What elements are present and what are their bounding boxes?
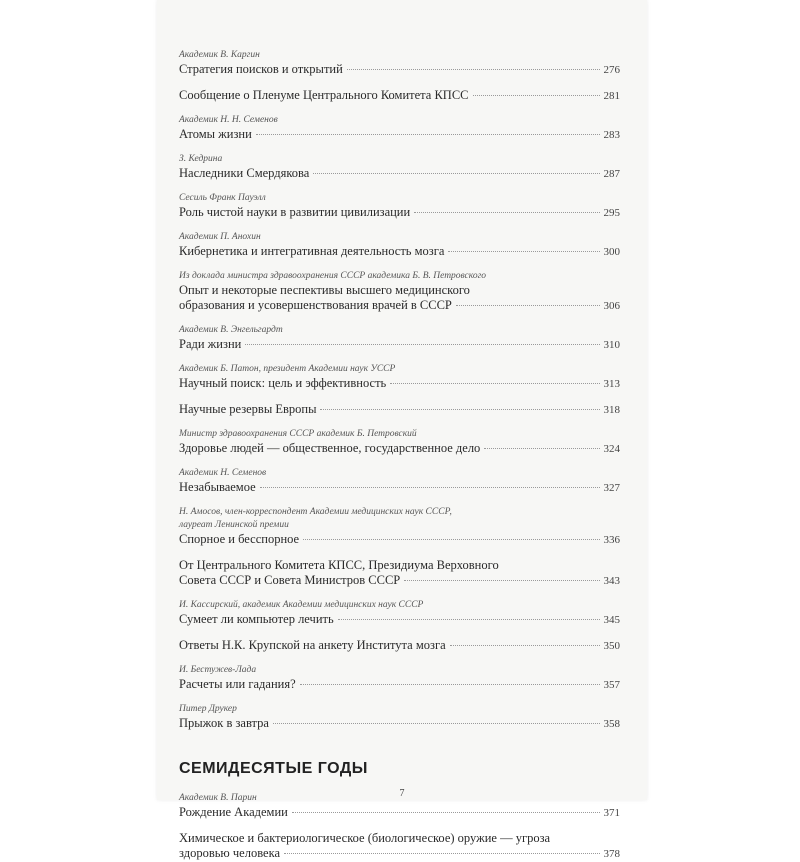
entry-page: 378 (603, 848, 620, 860)
entry-author: Сесиль Франк Пауэлл (179, 193, 266, 203)
entry-title: Наследники Смердякова (179, 166, 310, 180)
toc-entry (179, 49, 620, 78)
toc-entry (179, 270, 620, 314)
entry-title: Атомы жизни (179, 127, 252, 141)
toc-entry (179, 428, 620, 457)
entry-title: Спорное и бесспорное (179, 532, 300, 546)
toc-entry (179, 402, 620, 418)
entry-author: Академик В. Каргин (179, 50, 260, 60)
entry-author: Академик П. Анохин (179, 232, 261, 242)
toc-entry (179, 324, 620, 353)
toc-entry (179, 192, 620, 221)
entry-title: Ответы Н.К. Крупской на анкету Института мозга (179, 638, 446, 652)
entry-author: И. Бестужев-Лада (179, 665, 257, 675)
entry-author: Министр здравоохранения СССР академик Б. Петровский (179, 429, 417, 439)
entry-title: Расчеты или гадания? (179, 677, 296, 691)
entry-author: Питер Друкер (179, 704, 237, 714)
toc-entry (179, 153, 620, 182)
entry-title: Здоровье людей — общественное, государственное дело (179, 441, 481, 455)
entry-author: И. Кассирский, академик Академии медицинских наук СССР (179, 600, 424, 610)
entry-page: 358 (603, 718, 620, 730)
section-heading: СЕМИДЕСЯТЫЕ ГОДЫ (179, 760, 368, 777)
entry-title-line: образования и усовершенствования врачей в СССР (179, 298, 452, 312)
entry-author: Академик В. Парин (179, 793, 257, 803)
entry-page: 318 (603, 404, 620, 416)
entry-author: Из доклада министра здравоохранения СССР академика Б. В. Петровского (179, 271, 487, 281)
toc-entry (179, 467, 620, 496)
entry-author-line: лауреат Ленинской премии (179, 520, 289, 530)
toc-entry (179, 703, 620, 732)
toc-entry (179, 664, 620, 693)
entry-author: З. Кедрина (179, 154, 223, 164)
entry-author-line: Н. Амосов, член-корреспондент Академии медицинских наук СССР, (179, 507, 452, 517)
table-of-contents (179, 49, 620, 862)
entry-title: Сообщение о Пленуме Центрального Комитета КПСС (179, 88, 469, 102)
book-page (157, 0, 647, 860)
toc-entry (179, 599, 620, 628)
toc-entry (179, 831, 620, 862)
toc-entry (179, 558, 620, 589)
entry-title: Ради жизни (179, 337, 242, 351)
entry-title: Научный поиск: цель и эффективность (179, 376, 387, 390)
entry-title: Стратегия поисков и открытий (179, 62, 343, 76)
entry-author: Академик Б. Патон, президент Академии наук УССР (179, 364, 396, 374)
entry-title: Кибернетика и интегративная деятельность мозга (179, 244, 445, 258)
entry-page: 300 (603, 246, 620, 258)
toc-entry (179, 638, 620, 654)
entry-title: Незабываемое (179, 480, 256, 494)
entry-author: Академик В. Энгельгардт (179, 325, 283, 335)
entry-page: 350 (603, 640, 620, 652)
entry-title-line: От Центрального Комитета КПСС, Президиума Верховного (179, 558, 499, 572)
entry-page: 345 (603, 614, 620, 626)
page-number: 7 (399, 788, 405, 799)
entry-author: Академик Н. Семенов (179, 468, 267, 478)
entry-page: 327 (603, 482, 620, 494)
entry-page: 336 (603, 534, 620, 546)
entry-page: 281 (603, 90, 620, 102)
entry-title: Прыжок в завтра (179, 716, 269, 730)
entry-title: Сумеет ли компьютер лечить (179, 612, 334, 626)
entry-title: Научные резервы Европы (179, 402, 317, 416)
entry-page: 306 (603, 300, 620, 312)
toc-entry (179, 114, 620, 143)
entry-page: 357 (603, 679, 620, 691)
entry-title: Роль чистой науки в развитии цивилизации (179, 205, 411, 219)
entry-page: 324 (603, 443, 620, 455)
toc-entry (179, 231, 620, 260)
entry-page: 287 (603, 168, 620, 180)
entry-title-line: Химическое и бактериологическое (биологическое) оружие — угроза (179, 831, 551, 845)
entry-page: 310 (603, 339, 620, 351)
entry-author: Академик Н. Н. Семенов (179, 115, 278, 125)
entry-page: 371 (603, 807, 620, 819)
toc-entry (179, 363, 620, 392)
entry-page: 343 (603, 575, 620, 587)
toc-entry (179, 88, 620, 104)
entry-title-line: Опыт и некоторые песпективы высшего медицинского (179, 283, 470, 297)
toc-entry (179, 506, 620, 548)
entry-title-line: здоровью человека (179, 846, 281, 860)
entry-title: Рождение Академии (179, 805, 288, 819)
entry-page: 276 (603, 64, 620, 76)
entry-page: 295 (603, 207, 620, 219)
entry-page: 313 (603, 378, 620, 390)
entry-title-line: Совета СССР и Совета Министров СССР (179, 573, 401, 587)
entry-page: 283 (603, 129, 620, 141)
